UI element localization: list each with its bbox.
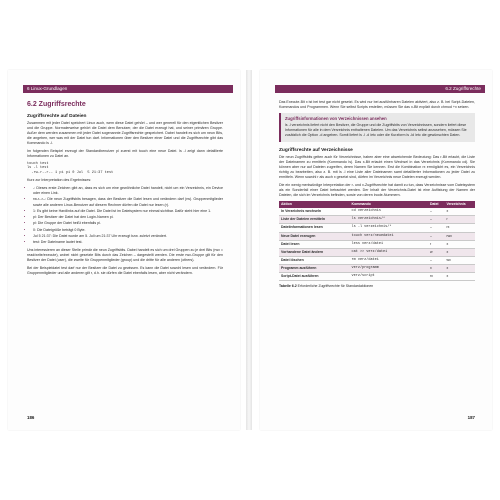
table-cell: ls -l verzeichnis/*	[350, 224, 428, 232]
list-item: • -: Dieses erste Zeichen gibt an, dass es sich um eine gewöhnliche Datei handelt, nicht um ein Verzeichnis, ein Device oder einen Link.	[33, 186, 223, 196]
table-cell: Liste der Dateien ermitteln	[279, 216, 350, 224]
table-cell: x	[444, 208, 475, 216]
table-cell: verz/script	[350, 273, 428, 281]
list-item: • pi: Der Besitzer der Datei hat den Login-Namen pi.	[33, 215, 223, 220]
table-cell: Dateiinformationen lesen	[279, 224, 350, 232]
column-header: Datei	[428, 201, 445, 208]
list-item: • test: Der Dateiname lautet test.	[33, 240, 223, 245]
paragraph: Zusammen mit jeder Datei speichert Linux auch, wem diese Datei gehört – und wer generell für den eigentlichen Besitzer und die Gruppe. Normalerweise gehört die Datei dem Benutzer, der die Datei erzeugt hat, und seiner primären Gruppe. Außer dem werden zusammen mit jeder Datei sogenannte Zugriffsrechte gespeichert. Dabei handelt es sich um neun Bits, die angeben, wer was mit der Datei tun darf. Informationen über den Besitzer einer Datei und die Zugriffsrechte gibt das Kommando ls -l.	[27, 121, 223, 146]
paragraph: Das Execute-Bit x ist bei test gar nicht gesetzt. Es wird nur bei ausführbaren Dateien aktiviert, also z. B. bei Script-Dateien, Kommandos und Programmen. Wenn Sie selbst Scripts erstellen, müssen Sie das x-Bit explizit durch chmod +x setzen.	[279, 100, 475, 110]
table-cell: Datei lesen	[279, 240, 350, 248]
page-content	[279, 100, 475, 289]
list-item: • Jul 5 21:37: Die Datei wurde am 5. Juli um 21:37 Uhr erzeugt bzw. zuletzt verändert.	[33, 234, 223, 239]
table-cell: x	[444, 240, 475, 248]
table-cell: rm verz/datei	[350, 256, 428, 264]
table-cell: ls verzeichnis/*	[350, 216, 428, 224]
table-row	[279, 273, 475, 281]
table-cell: –	[428, 208, 445, 216]
list-item: • 0: Die Dateigröße beträgt 0 Byte.	[33, 228, 223, 233]
right-page	[260, 70, 492, 430]
info-box	[279, 113, 475, 141]
table-cell: cd verzeichnis	[350, 208, 428, 216]
table-cell: verz/programm	[350, 264, 428, 272]
book-gutter	[246, 70, 252, 430]
paragraph: Uns interessieren an dieser Stelle primär die neun Zugriffsbits. Dabei handelt es sich um drei Gruppen zu je drei Bits (rwx = read/write/execute), wobei nicht gesetzte Bits durch das Zeichen – dargestellt werden. Die erste rwx-Gruppe gilt für den Besitzer der Datei (user), die zweite für Gruppenmitglieder (group) und die dritte für alle anderen (others).	[27, 248, 223, 263]
table-cell: less verz/datei	[350, 240, 428, 248]
subsection-title: Zugriffsrechte auf Verzeichnisse	[279, 147, 353, 153]
table-cell: Vorhandene Datei ändern	[279, 248, 350, 256]
table-cell: rwx	[444, 232, 475, 240]
left-page	[8, 70, 240, 430]
permissions-table	[279, 201, 475, 281]
table-row	[279, 248, 475, 256]
page-number: 186	[27, 415, 35, 420]
table-cell: r	[428, 240, 445, 248]
table-header-row	[279, 201, 475, 208]
caption-text: Erforderliche Zugriffsrechte für Standardaktionen	[297, 284, 374, 289]
table-cell: rx	[428, 273, 445, 281]
info-box-text: ls -l verzeichnis liefert nicht den Besitzer, die Gruppe und die Zugriffsbits von Verzeichnissen, sondern liefert diese Informationen für alle in dem Verzeichnis enthaltenen Dateien. Um das Verzeichnis selbst anzusehen, müssen Sie zusätzlich die Option -d angeben. Somit liefert ls -l -d /etc oder die Kurzform ls -ld /etc die gewünschten Daten.	[285, 123, 467, 138]
paragraph: Kurz zur Interpretation des Ergebnisses:	[27, 178, 92, 183]
column-header: Verzeichnis	[444, 201, 475, 208]
paragraph: Die neun Zugriffsbits gelten auch für Verzeichnisse, haben aber eine abweichende Bedeutung: Das r-Bit erlaubt, die Liste der Dateinamen zu ermitteln (Kommando ls). Das x-Bit erlaubt einen Wechsel in das Verzeichnis (Kommando cd). Sie können aber nur auf Dateien zugreifen, deren Namen Sie kennen. Erst die Kombination rx ermöglicht es, ein Verzeichnis richtig zu bearbeiten, also z. B. mit ls -l eine Liste aller Dateinamen samt detaillierter Informationen zu jeder Datei zu ermitteln. Wenn sowohl r als auch x gesetzt sind, dürfen im Verzeichnis neue Dateien erzeugt werden.	[279, 154, 475, 179]
subsection-title: Zugriffsrechte auf Dateien	[27, 114, 87, 119]
table-cell: x	[444, 248, 475, 256]
table-cell: w	[428, 248, 445, 256]
table-row	[279, 264, 475, 272]
column-header: Aktion	[279, 201, 350, 208]
running-header: 6 Linux-Grundlagen	[23, 85, 233, 93]
code-block: touch test ls -l test -rw-r--r-- 1 pi pi 0 Jul 5 21:37 test	[27, 161, 114, 175]
table-cell: –	[428, 216, 445, 224]
table-cell: r	[444, 216, 475, 224]
table-cell: Programm ausführen	[279, 264, 350, 272]
table-cell: –	[428, 224, 445, 232]
caption-label: Tabelle 6.2	[279, 284, 297, 289]
table-cell: x	[444, 273, 475, 281]
table-row	[279, 256, 475, 264]
table-cell: x	[428, 264, 445, 272]
column-header: Kommando	[350, 201, 428, 208]
table-cell: x	[444, 264, 475, 272]
table-cell: Datei löschen	[279, 256, 350, 264]
table-cell: cat >> verz/datei	[350, 248, 428, 256]
table-row	[279, 232, 475, 240]
list-item: • pi: Die Gruppe der Datei heißt ebenfalls pi.	[33, 221, 223, 226]
bullet-list	[27, 186, 223, 245]
table-cell: Neue Datei erzeugen	[279, 232, 350, 240]
table-cell: Script-Datei ausführen	[279, 273, 350, 281]
table-cell: wx	[444, 256, 475, 264]
paragraph: Im folgenden Beispiel erzeugt der Standardbenutzer pi zuerst mit touch eine neue Datei. ls -l zeigt dann detaillierte Informationen zu Datei an.	[27, 148, 223, 159]
table-row	[279, 224, 475, 232]
table-cell: touch verz/neuedatei	[350, 232, 428, 240]
list-item: • 1: Es gibt keine Hardlinks auf die Datei. Die Datei ist im Dateisystem nur einmal sichtbar. Dafür steht hier eine 1.	[33, 209, 223, 214]
paragraph: Bei der Beispieldatei test darf nur der Besitzer die Datei zu gewissen. Es kann die Datei sowohl lesen und verändern. Für Gruppenmitglieder und alle anderen gilt r, d.h. sie dürfen die Datei ebenfalls lesen, aber nicht verändern.	[27, 266, 223, 276]
table-row	[279, 240, 475, 248]
table-cell: –	[428, 232, 445, 240]
table-caption	[279, 284, 475, 289]
paragraph: Die ein wenig merkwürdige Interpretation der r- und x-Zugriffsrechte hat damit zu tun, dass Verzeichnisse vom Dateisystem als ein Sonderfall einer Datei betrachtet werden. Der Inhalt der Verzeichnis-Datei ist eine Auflistung der Namen der Dateien, die sich im Verzeichnis befinden, sowie von deren Inode-Nummern.	[279, 182, 475, 197]
page-content	[27, 100, 223, 279]
running-header: 6.2 Zugriffsrechte	[275, 85, 485, 93]
table-row	[279, 216, 475, 224]
list-item: • rw-r--r--: Die neun Zugriffsbits besagen, dass der Besitzer die Datei lesen und verändern darf (rw). Gruppenmitglieder sowie alle anderen Linux-Benutzer auf diesem Rechner dürfen die Datei nur lesen (r).	[33, 197, 223, 207]
page-number: 187	[467, 415, 475, 420]
section-title: 6.2 Zugriffsrechte	[27, 101, 86, 108]
table-row	[279, 208, 475, 216]
info-box-title: Zugriffsinformationen von Verzeichnissen ansehen	[285, 116, 387, 122]
table-cell: rx	[444, 224, 475, 232]
table-cell: In Verzeichnis wechseln	[279, 208, 350, 216]
table-cell: –	[428, 256, 445, 264]
